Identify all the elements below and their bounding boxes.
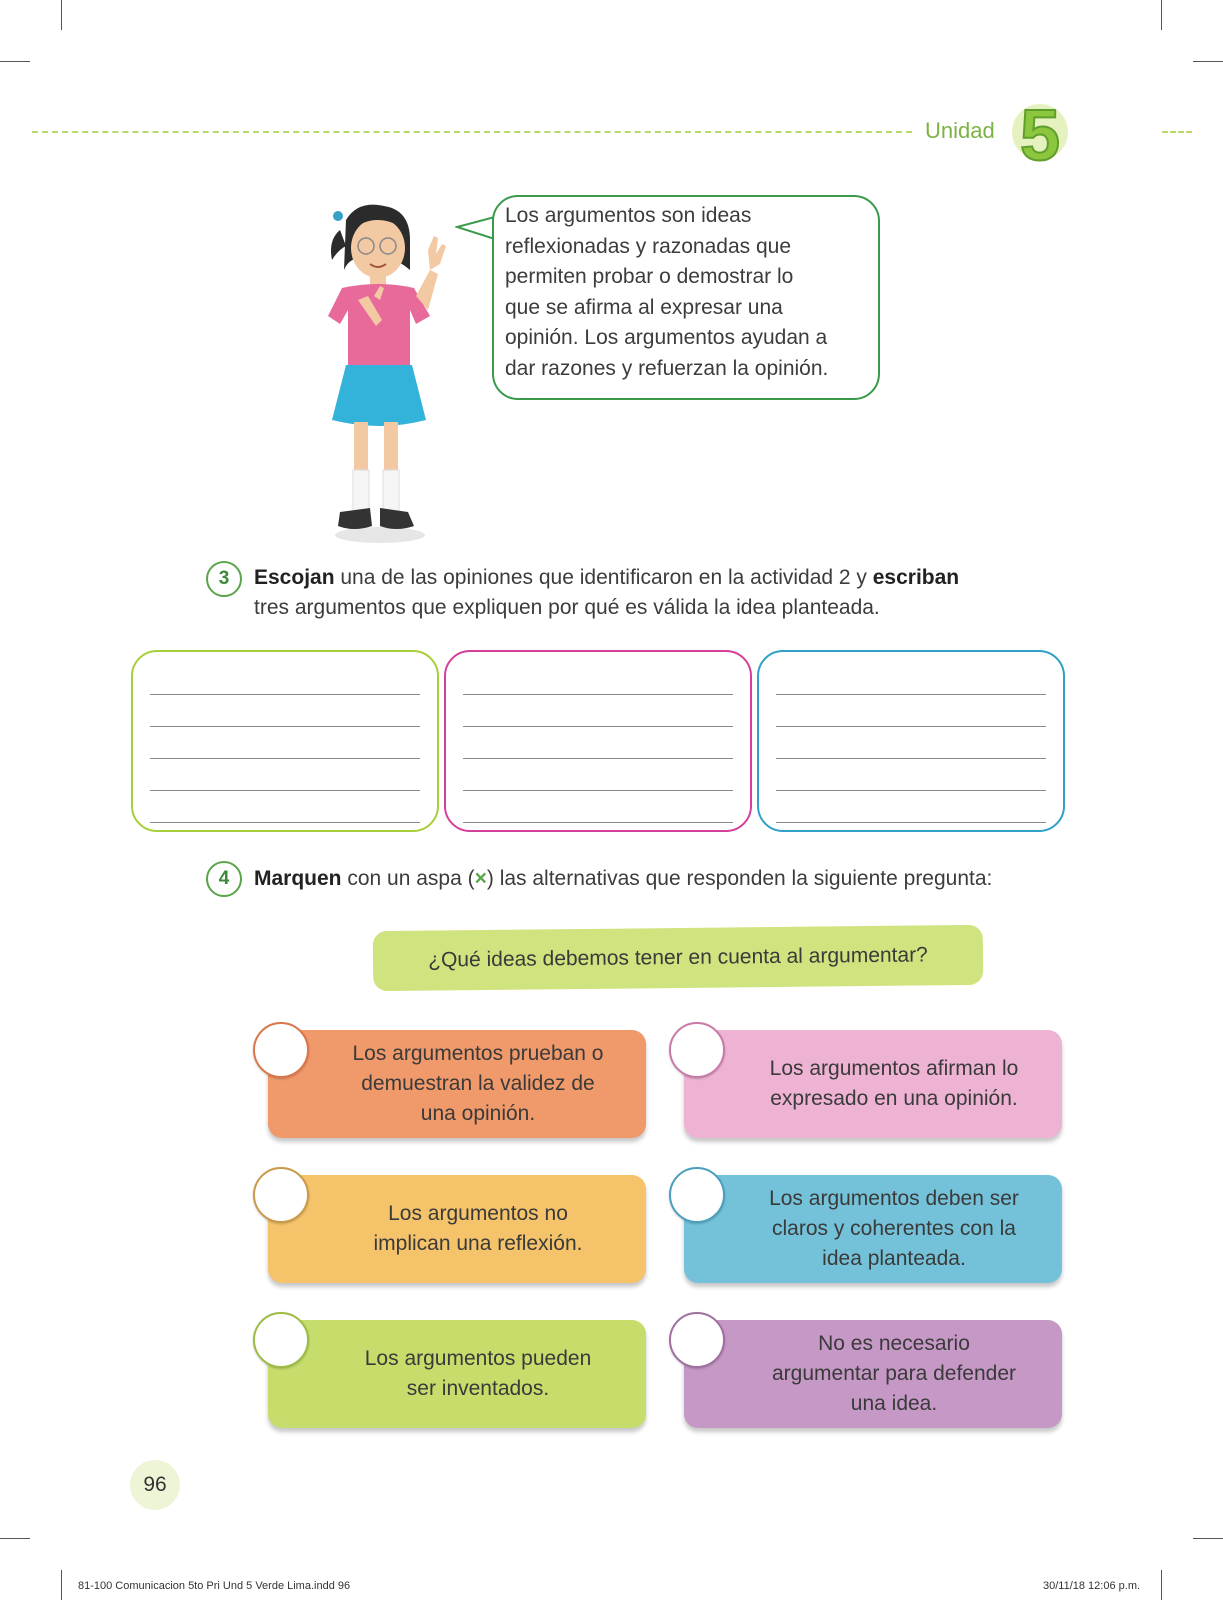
writing-line[interactable] (150, 758, 420, 759)
option-line: demuestran la validez de (361, 1072, 595, 1095)
speech-bubble-tail (455, 215, 495, 245)
option-text (772, 1329, 1016, 1419)
footer-file-slug: 81-100 Comunicacion 5to Pri Und 5 Verde Lima.indd 96 (78, 1580, 351, 1592)
writing-line[interactable] (150, 726, 420, 727)
footer-date-slug: 30/11/18 12:06 p.m. (1043, 1580, 1141, 1592)
option-card-5 (268, 1320, 646, 1428)
option-line: idea planteada. (822, 1247, 966, 1270)
writing-line[interactable] (150, 694, 420, 695)
option-line: Los argumentos afirman lo (769, 1057, 1019, 1080)
activity-3-verb-1: Escojan (254, 566, 335, 589)
crop-mark (1161, 0, 1162, 30)
aspa-mark-icon: × (474, 867, 487, 890)
bubble-line: dar razones y refuerzan la opinión. (505, 356, 829, 380)
speech-bubble-text (505, 201, 875, 384)
option-line: expresado en una opinión. (770, 1087, 1018, 1110)
writing-line[interactable] (463, 694, 733, 695)
option-card-6 (684, 1320, 1062, 1428)
option-card-4 (684, 1175, 1062, 1283)
writing-line[interactable] (776, 790, 1046, 791)
activity-3-number: 3 (206, 561, 242, 597)
option-card-1 (268, 1030, 646, 1138)
activity-4-instructions (254, 864, 1074, 894)
activity-3-line-2: tres argumentos que expliquen por qué es válida la idea planteada. (254, 596, 880, 619)
activity-3-text-1: una de las opiniones que identificaron en la actividad 2 y (334, 566, 873, 589)
activity-3-verb-2: escriban (872, 566, 960, 589)
activity-4-text-1: con un aspa ( (341, 867, 475, 890)
option-line: Los argumentos deben ser (769, 1187, 1019, 1210)
header-dashed-rule (32, 131, 912, 133)
option-card-3 (268, 1175, 646, 1283)
option-line: implican una reflexión. (373, 1232, 583, 1255)
activity-4-number: 4 (206, 861, 242, 897)
option-line: Los argumentos pueden (364, 1347, 592, 1370)
page-number: 96 (130, 1460, 180, 1510)
writing-line[interactable] (150, 822, 420, 823)
option-line: una idea. (850, 1392, 938, 1415)
crop-mark (61, 1570, 62, 1600)
writing-line[interactable] (150, 790, 420, 791)
crop-mark (61, 0, 62, 30)
option-line: argumentar para defender (772, 1362, 1016, 1385)
unit-number-badge (1010, 92, 1068, 172)
crop-mark (1193, 61, 1223, 62)
writing-line[interactable] (463, 790, 733, 791)
option-text (769, 1184, 1019, 1274)
crop-mark (0, 1538, 30, 1539)
option-card-2 (684, 1030, 1062, 1138)
writing-line[interactable] (463, 758, 733, 759)
writing-line[interactable] (776, 758, 1046, 759)
bubble-line: permiten probar o demostrar lo (505, 265, 794, 288)
writing-line[interactable] (776, 822, 1046, 823)
argument-box-1[interactable] (131, 650, 439, 832)
bubble-line: que se afirma al expresar una (505, 295, 783, 319)
option-line: ser inventados. (406, 1377, 550, 1400)
argument-box-2[interactable] (444, 650, 752, 832)
crop-mark (1161, 1570, 1162, 1600)
bubble-line: Los argumentos son ideas (505, 204, 752, 227)
option-checkbox-6[interactable] (669, 1312, 725, 1368)
girl-illustration (318, 200, 458, 550)
option-text (770, 1054, 1019, 1114)
option-text (352, 1039, 603, 1129)
option-checkbox-5[interactable] (253, 1312, 309, 1368)
question-banner: ¿Qué ideas debemos tener en cuenta al argumentar? (373, 925, 984, 991)
option-text (365, 1344, 592, 1404)
option-checkbox-3[interactable] (253, 1167, 309, 1223)
option-checkbox-4[interactable] (669, 1167, 725, 1223)
writing-line[interactable] (463, 726, 733, 727)
activity-4-verb: Marquen (254, 867, 342, 890)
option-line: una opinión. (420, 1102, 536, 1125)
option-line: Los argumentos prueban o (352, 1042, 604, 1065)
unit-number: 5 (1019, 96, 1061, 172)
option-line: claros y coherentes con la (772, 1217, 1016, 1240)
option-checkbox-1[interactable] (253, 1022, 309, 1078)
writing-line[interactable] (463, 822, 733, 823)
activity-3-instructions (254, 563, 1054, 623)
crop-mark (0, 61, 30, 62)
argument-box-3[interactable] (757, 650, 1065, 832)
option-line: Los argumentos no (388, 1202, 568, 1225)
crop-mark (1193, 1538, 1223, 1539)
activity-4-text-2: ) las alternativas que responden la siguiente pregunta: (486, 867, 993, 890)
writing-line[interactable] (776, 726, 1046, 727)
writing-line[interactable] (776, 694, 1046, 695)
bubble-line: reflexionadas y razonadas que (505, 234, 792, 258)
unit-label: Unidad (925, 118, 995, 143)
option-line: No es necesario (818, 1332, 970, 1355)
option-checkbox-2[interactable] (669, 1022, 725, 1078)
bubble-line: opinión. Los argumentos ayudan a (505, 326, 828, 349)
activity-3-line-1 (254, 563, 1054, 593)
option-text (374, 1199, 583, 1259)
header-dashed-rule-right (1162, 131, 1192, 133)
